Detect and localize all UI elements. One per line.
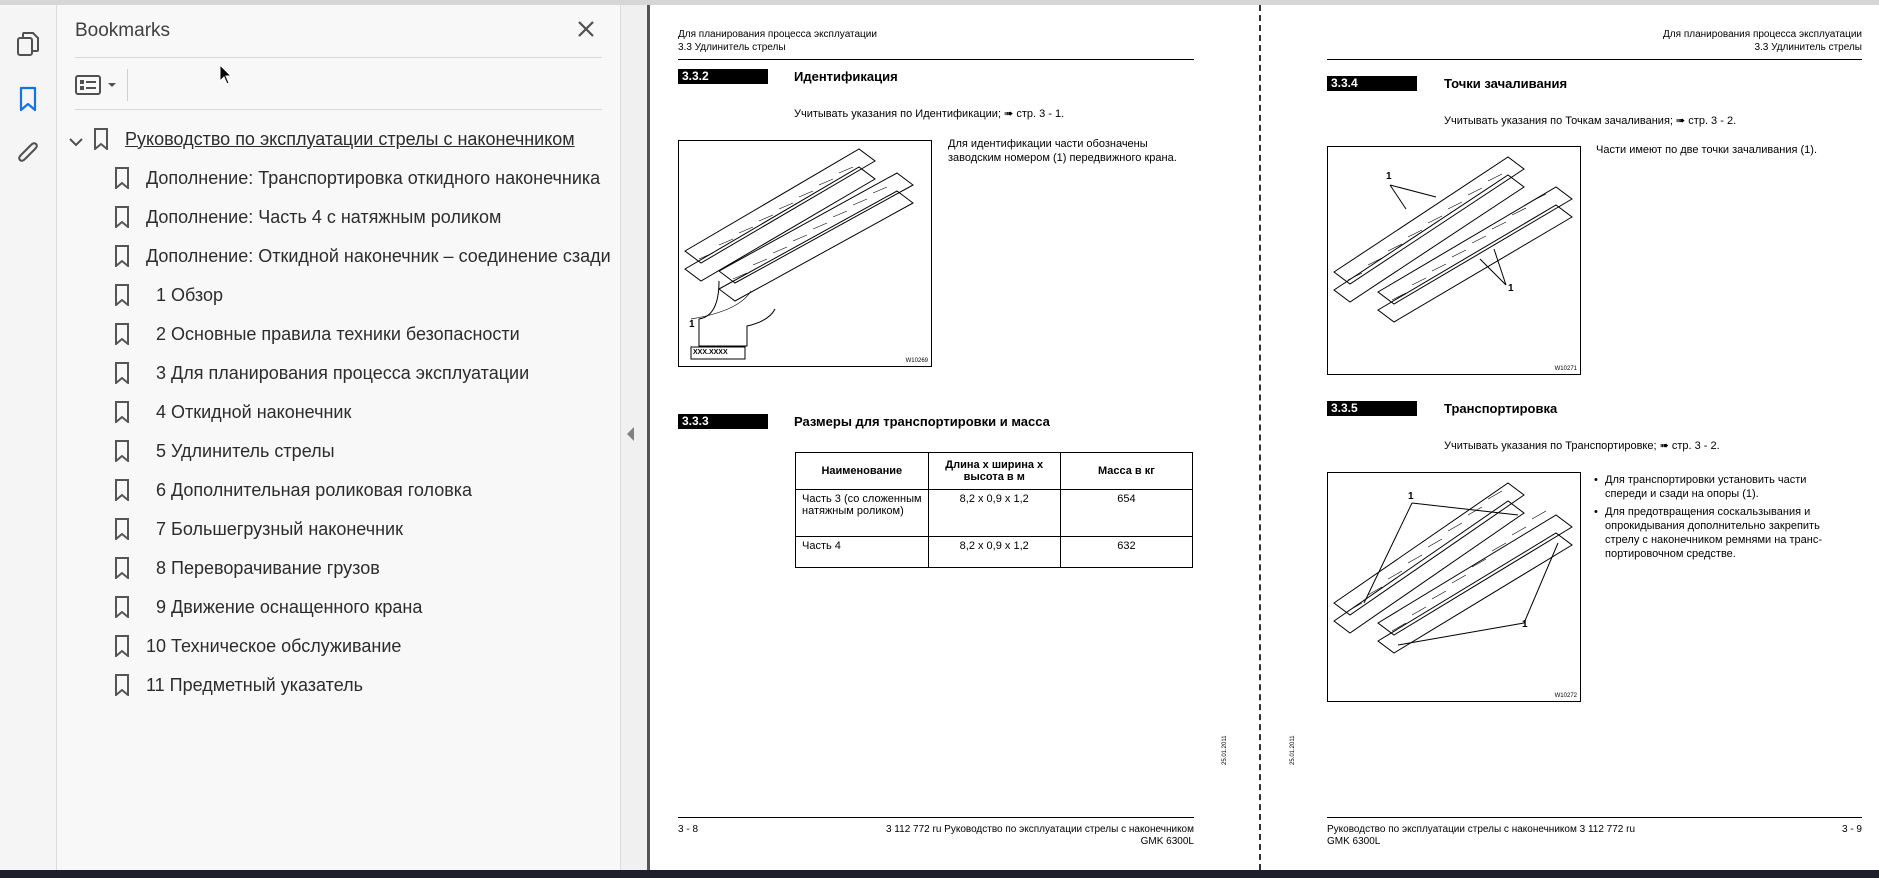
right-footer-rule [1327,817,1862,818]
bookmark-item[interactable] [114,278,223,312]
left-footer-rule [678,817,1194,818]
bookmark-item[interactable] [114,395,351,429]
fig3-callout-b: 1 [1522,619,1528,630]
bookmark-label: Руководство по эксплуатации стрелы с наконечником [125,128,575,149]
bookmark-item[interactable] [114,317,520,351]
bookmark-label: 7 Большегрузный наконечник [156,518,403,539]
bookmark-flag-icon [114,362,130,384]
bookmark-item[interactable] [114,668,363,702]
table-cell: Часть 4 [796,537,929,568]
right-section-title-1: Точки зачаливания [1444,76,1568,91]
bookmark-label: 6 Дополнительная роликовая головка [156,479,473,500]
panel-divider [75,57,602,58]
bookmark-label: Дополнение: Транспортировка откидного наконечника [146,167,601,188]
bookmarks-icon[interactable] [12,83,44,115]
table-cell: 632 [1060,537,1192,568]
bookmark-item[interactable] [114,356,529,390]
left-section-number-2: 3.3.3 [678,414,768,429]
bookmark-flag-icon [114,206,130,228]
right-section-number-1: 3.3.4 [1327,76,1417,91]
left-footer-page: 3 - 8 [678,824,699,835]
bookmark-label: 10 Техническое обслуживание [146,635,402,656]
bookmark-label: 1 Обзор [156,284,223,305]
bookmark-options-button[interactable] [75,69,121,101]
right-side-date: 25.01.2011 [1290,735,1296,765]
bookmark-label: 9 Движение оснащенного крана [156,596,423,617]
bullet-item: • Для предотвращения соскальзывания и опрокидывания дополнительно закрепить стрелу с наконечником ремнями на транс-портировочном средстве. [1594,505,1829,561]
boom-sections-illustration [1328,147,1580,374]
left-section-note-1: Учитывать указания по Идентификации; ➠ стр. 3 - 1. [794,108,1065,120]
fig1-code: W10269 [905,358,928,364]
taskbar [0,870,1879,878]
table-cell: 654 [1060,490,1192,537]
mouse-cursor-icon [219,64,233,86]
bookmark-item[interactable] [114,629,401,663]
bookmark-flag-icon [114,245,130,267]
table-cell: Часть 3 (со сложенным натяжным роликом) [796,490,929,537]
right-section-note-1: Учитывать указания по Точкам зачаливания; ➠ стр. 3 - 2. [1444,115,1737,127]
document-view[interactable] [647,5,1879,870]
left-footer-model: GMK 6300L [1140,836,1194,847]
right-section-text-1: Части имеют по две точки зачаливания (1). [1596,144,1817,156]
bookmark-item[interactable] [114,590,422,624]
left-section-text-1: Для идентификации части обозначены заводским номером (1) передвижного крана. [948,138,1177,164]
bookmarks-panel [57,5,620,870]
fig3-code: W10272 [1554,693,1577,699]
bookmark-flag-icon [114,635,130,657]
bookmark-flag-icon [114,596,130,618]
close-panel-button[interactable] [574,17,598,41]
bookmark-item[interactable] [114,512,403,546]
bookmark-flag-icon [114,674,130,696]
attachments-icon[interactable] [12,138,44,170]
fig3-callout-a: 1 [1408,491,1414,502]
left-header-line1: Для планирования процесса эксплуатации [678,29,877,40]
bookmark-label: Дополнение: Часть 4 с натяжным роликом [146,206,502,227]
bookmark-item[interactable] [114,200,501,234]
bookmark-flag-icon [114,518,130,540]
left-header-rule [678,59,1194,60]
fig2-code: W10271 [1554,366,1577,372]
right-footer-title: Руководство по эксплуатации стрелы с наконечником 3 112 772 ru [1327,824,1636,835]
close-icon [577,20,595,38]
bookmark-flag-icon [114,323,130,345]
right-figure-transport [1327,472,1581,702]
bookmark-flag-icon [114,401,130,423]
list-options-icon [75,74,103,96]
fig2-callout-a: 1 [1386,171,1392,182]
table-cell: 8,2 x 0,9 x 1,2 [928,490,1060,537]
table-cell: 8,2 x 0,9 x 1,2 [928,537,1060,568]
bookmark-label: Дополнение: Откидной наконечник – соединение сзади [146,245,611,266]
right-figure-attachment-points [1327,146,1581,375]
right-header-line2: 3.3 Удлинитель стрелы [1754,42,1862,53]
bookmark-flag-icon [114,557,130,579]
right-section-number-2: 3.3.5 [1327,401,1417,416]
fig2-callout-b: 1 [1508,283,1514,294]
boom-sections-illustration [1328,473,1580,701]
bookmark-flag-icon [114,167,130,189]
bookmark-item[interactable] [114,473,472,507]
bookmark-item[interactable] [114,239,611,273]
right-section-title-2: Транспортировка [1444,401,1558,416]
bullet-item: • Для транспортировки установить части спереди и сзади на опоры (1). [1594,473,1829,501]
bookmark-label: 11 Предметный указатель [146,674,364,695]
page-divider [1259,5,1261,870]
dimensions-table [795,452,1193,568]
fig1-plate-text: XXX.XXXX [693,349,728,356]
right-footer-model: GMK 6300L [1327,836,1381,847]
page-thumbnails-icon[interactable] [12,28,44,60]
panel-divider [75,109,602,110]
bookmark-label: 5 Удлинитель стрелы [156,440,335,461]
right-footer-page: 3 - 9 [1841,824,1862,835]
table-header-cell: Длина x ширина x высота в м [928,453,1060,490]
toolbar-divider [127,69,128,101]
bookmark-item[interactable] [114,161,600,195]
left-side-date: 25.01.2011 [1222,735,1228,765]
bookmark-label: 4 Откидной наконечник [156,401,352,422]
left-footer-title: 3 112 772 ru Руководство по эксплуатации стрелы с наконечником [885,824,1194,835]
bookmark-item[interactable] [114,551,380,585]
bookmark-flag-icon [114,440,130,462]
collapse-caret-icon[interactable] [67,133,85,151]
bookmark-label: 3 Для планирования процесса эксплуатации [156,362,530,383]
left-section-title-1: Идентификация [794,69,898,84]
boom-sections-illustration [679,141,931,366]
fig1-callout: 1 [689,319,695,330]
bookmark-flag-icon [114,479,130,501]
navigation-tool-strip [0,5,57,870]
bookmark-flag-icon [93,128,109,150]
bookmark-root[interactable] [93,122,575,156]
right-header-rule [1327,59,1862,60]
right-header-line1: Для планирования процесса эксплуатации [1663,29,1862,40]
left-section-number-1: 3.3.2 [678,69,768,84]
left-figure-identification [678,140,932,367]
collapse-panel-arrow-icon[interactable] [627,427,634,441]
bookmark-label: 8 Переворачивание грузов [156,557,380,578]
table-row [796,537,1193,568]
bookmark-label: 2 Основные правила техники безопасности [156,323,520,344]
bookmark-item[interactable] [114,434,335,468]
right-section-note-2: Учитывать указания по Транспортировке; ➠ стр. 3 - 2. [1444,440,1720,452]
dropdown-arrow-icon [107,81,117,89]
table-header-cell: Масса в кг [1060,453,1192,490]
left-section-title-2: Размеры для транспортировки и масса [794,414,1050,429]
panel-title: Bookmarks [75,20,171,41]
table-header-cell: Наименование [796,453,929,490]
table-row [796,490,1193,537]
transport-bullet-list [1594,473,1829,565]
left-header-line2: 3.3 Удлинитель стрелы [678,42,786,53]
bookmark-flag-icon [114,284,130,306]
panel-splitter[interactable] [620,5,648,870]
page-edge [647,5,650,870]
